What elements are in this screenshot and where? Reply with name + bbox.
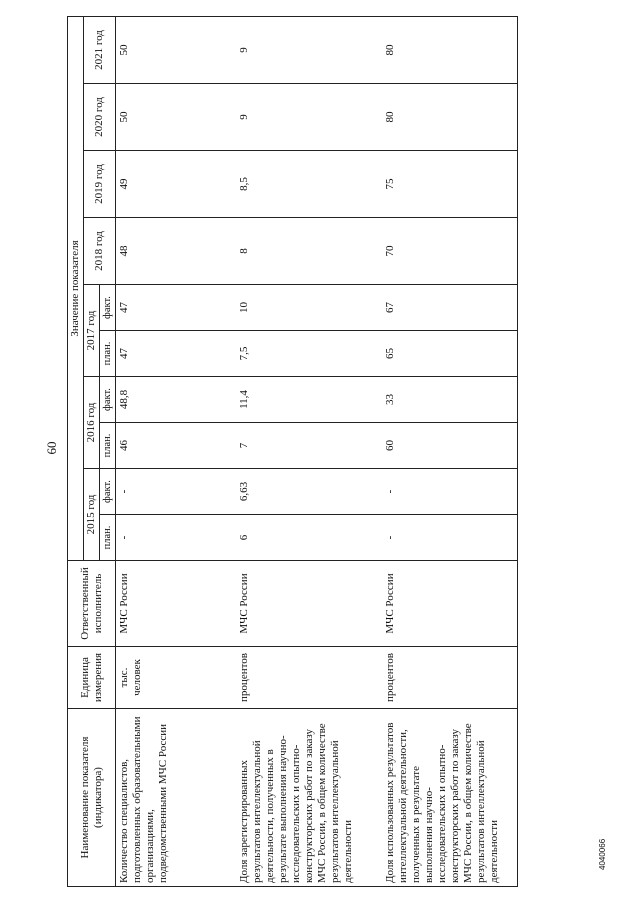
value-2017-plan: 65: [372, 331, 518, 377]
value-2015-plan: -: [372, 515, 518, 561]
indicator-executor: МЧС России: [226, 561, 372, 647]
value-2016-fact: 48,8: [116, 377, 226, 423]
value-2021: 50: [116, 16, 226, 83]
header-year-2016: 2016 год: [84, 377, 100, 469]
header-executor: Ответственный исполнитель: [68, 561, 116, 647]
indicator-unit: процентов: [226, 647, 372, 709]
indicator-executor: МЧС России: [372, 561, 518, 647]
page-number: 60: [44, 441, 59, 455]
value-2017-fact: 47: [116, 285, 226, 331]
header-values-group: Значение показателя: [68, 16, 84, 560]
document-code: 4040066: [598, 838, 607, 870]
indicator-name: Доля использованных результатов интеллектуальной деятельности, полученных в результате выполнения научно-исследовательских и опытно-конструкторских работ по заказу МЧС России, в общем количестве результатов интеллектуальной деятельности: [372, 709, 518, 887]
value-2019: 75: [372, 151, 518, 218]
value-2016-plan: 60: [372, 423, 518, 469]
rotated-page-content: [67, 17, 518, 887]
header-2017-fact: факт.: [100, 285, 116, 331]
value-2017-plan: 7,5: [226, 331, 372, 377]
value-2015-plan: -: [116, 515, 226, 561]
header-year-2019: 2019 год: [84, 151, 116, 218]
header-year-2018: 2018 год: [84, 218, 116, 285]
header-2016-plan: план.: [100, 423, 116, 469]
indicator-unit: тыс. человек: [116, 647, 226, 709]
table-row: [372, 16, 518, 886]
value-2015-fact: -: [116, 469, 226, 515]
value-2018: 70: [372, 218, 518, 285]
indicator-name: Доля зарегистрированных результатов интеллектуальной деятельности, полученных в результате выполнения научно-исследовательских и опытно-конструкторских работ по заказу МЧС России, в общем количестве результатов интеллектуальной деятельности: [226, 709, 372, 887]
header-2015-fact: факт.: [100, 469, 116, 515]
table-row: [226, 16, 372, 886]
indicator-unit: процентов: [372, 647, 518, 709]
value-2020: 50: [116, 84, 226, 151]
header-2016-fact: факт.: [100, 377, 116, 423]
header-year-2021: 2021 год: [84, 16, 116, 83]
table-row: [116, 16, 226, 886]
header-unit: Единица измерения: [68, 647, 116, 709]
value-2019: 8,5: [226, 151, 372, 218]
value-2016-plan: 46: [116, 423, 226, 469]
value-2016-fact: 11,4: [226, 377, 372, 423]
indicator-name: Количество специалистов, подготовленных образовательными организациями, подведомственными МЧС России: [116, 709, 226, 887]
value-2018: 8: [226, 218, 372, 285]
header-2017-plan: план.: [100, 331, 116, 377]
value-2020: 80: [372, 84, 518, 151]
value-2020: 9: [226, 84, 372, 151]
value-2021: 9: [226, 16, 372, 83]
header-year-2015: 2015 год: [84, 469, 100, 561]
value-2017-fact: 10: [226, 285, 372, 331]
value-2015-fact: 6,63: [226, 469, 372, 515]
value-2019: 49: [116, 151, 226, 218]
value-2015-plan: 6: [226, 515, 372, 561]
value-2015-fact: -: [372, 469, 518, 515]
header-year-2017: 2017 год: [84, 285, 100, 377]
value-2018: 48: [116, 218, 226, 285]
value-2016-plan: 7: [226, 423, 372, 469]
indicators-table: [67, 16, 518, 887]
header-2015-plan: план.: [100, 515, 116, 561]
value-2021: 80: [372, 16, 518, 83]
value-2016-fact: 33: [372, 377, 518, 423]
header-year-2020: 2020 год: [84, 84, 116, 151]
header-name: Наименование показателя (индикатора): [68, 709, 116, 887]
value-2017-fact: 67: [372, 285, 518, 331]
indicator-executor: МЧС России: [116, 561, 226, 647]
value-2017-plan: 47: [116, 331, 226, 377]
